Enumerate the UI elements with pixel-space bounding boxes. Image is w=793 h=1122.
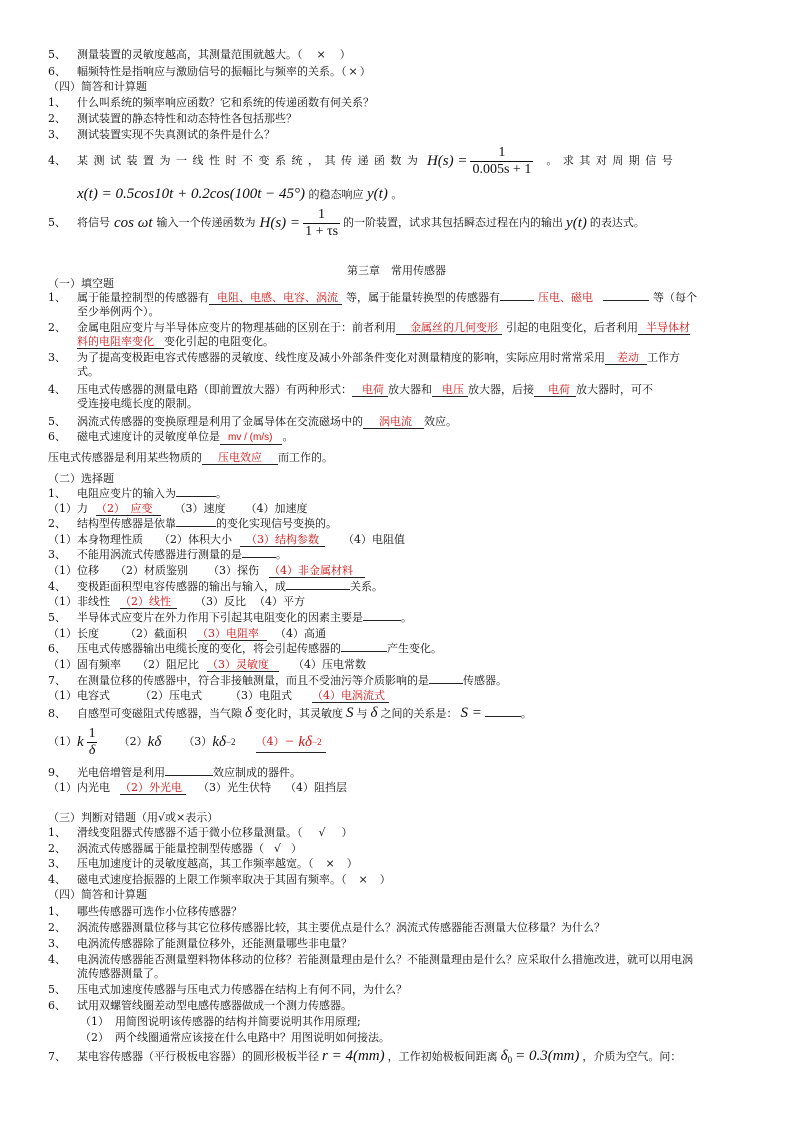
choice-options-8: （1） k $\frac{1}{\delta}$ （2） kδ （3） kδ −2 （4） − kδ −2 xyxy=(48,722,326,762)
first-order-fraction: $\frac{1}{1 + \tau s}$ xyxy=(305,206,339,239)
choice-item-8: 8、 自感型可变磁阻式传感器，当气隙 δ 变化时，其灵敏度 S 与 δ 之间的关系是： S = 。 xyxy=(48,705,532,721)
judge-item-4: 4、 磁电式速度拾振器的上限工作频率取决于其固有频率。（ × ） xyxy=(48,873,391,886)
question-2: 2、 涡流传感器测量位移与其它位移传感器比较，其主要优点是什么？涡流式传感器能否测量大位移量？为什么？ xyxy=(48,921,605,934)
section-heading: （二）选择题 xyxy=(48,472,114,485)
choice-options-5: （1）长度 （2）截面积 （3）电阻率 （4）高通 xyxy=(48,627,326,640)
judge-item-2: 2、 涡流式传感器属于能量控制型传感器（ √ ） xyxy=(48,842,303,855)
choice-item-2: 2、 结构型传感器是依靠 的变化实现信号变换的。 xyxy=(48,517,337,530)
question-2: 2、 测试装置的静态特性和动态特性各包括那些？ xyxy=(48,112,297,125)
choice-item-6: 6、 压电式传感器输出电缆长度的变化，将会引起传感器的 产生变化。 xyxy=(48,642,442,655)
choice-item-7: 7、 在测量位移的传感器中，符合非接触测量，而且不受油污等介质影响的是 传感器。 xyxy=(48,674,507,687)
fill-item-5: 5、 涡流式传感器的变换原理是利用了金属导体在交流磁场中的 涡电流 效应。 xyxy=(48,415,457,428)
choice-options-3: （1）位移 （2）材质鉴别 （3）探伤 （4）非金属材料 xyxy=(48,564,365,578)
choice-options-7: （1）电容式 （2）压电式 （3）电阻式 （4）电涡流式 xyxy=(48,689,389,703)
transfer-function-fraction: $\frac{1}{0.005s + 1}$ xyxy=(472,144,532,177)
judge-item-1: 1、 滑线变阻器式传感器不适于微小位移量测量。（ √ ） xyxy=(48,826,353,839)
choice-options-6: （1）固有频率 （2）阻尼比 （3）灵敏度 （4）压电常数 xyxy=(48,658,366,671)
question-6-sub-1: （1） 用简图说明该传感器的结构并简要说明其作用原理; xyxy=(80,1015,361,1028)
section-heading: （三）判断对错题（用√或×表示） xyxy=(48,811,219,824)
choice-item-9: 9、 光电倍增管是利用 效应制成的器件。 xyxy=(48,766,301,779)
choice-options-2: （1）本身物理性质 （2）体积大小 （3）结构参数 （4）电阻值 xyxy=(48,533,405,546)
choice-item-3: 3、 不能用涡流式传感器进行测量的是 。 xyxy=(48,548,287,561)
question-3: 3、 电涡流传感器除了能测量位移外，还能测量哪些非电量？ xyxy=(48,937,352,950)
fill-item-2: 2、 金属电阻应变片与半导体应变片的物理基础的区别在于：前者利用 金属丝的几何变形 引起的电阻变化，后者利用 半导体材 xyxy=(48,321,690,334)
question-5: 5、 压电式加速度传感器与压电式力传感器在结构上有何不同，为什么？ xyxy=(48,983,407,996)
signal-expression: x(t) = 0.5cos10t + 0.2cos(100t − 45°) xyxy=(77,186,305,202)
question-6-sub-2: （2） 两个线圈通常应该接在什么电路中？用图说明如何接法。 xyxy=(80,1031,390,1044)
choice-options-4: （1）非线性 （2）线性 （3）反比 （4）平方 xyxy=(48,595,305,608)
document-page: 5、 测量装置的灵敏度越高，其测量范围就越大。（ × ） 6、 幅频特性是指响应与激励信号的振幅比与频率的关系。（ × ） （四）简答和计算题 1、 什么叫系统的频率响应函数？它和系统的传递函数有何关系？ 2、 测试装置的静态特性和动态特性各包括那些？ 3、 测试装置实现不失真测试的条件是什么？ 4、 某 测 试 装 置 为 一 线 性 时 不 变 系 统 ， 其 传 递 函 数 为 H(s) = $\frac{1}{0.005s + 1}$ 。 求 其 对 周 期 信 号 x(t) = 0.5cos10t + 0.2cos(100t − 45°) 的稳态响应 y(t) 。 5、 将信号 cos ωt 输入一个传递函数为 H(s) = $\frac{1}{1 + \tau s}$ 的一阶装置，试求其包括瞬态过程在内的输出 y(t) 的表达式。 第三章 常用传感器 （一）填空题 1、 属于能量控制型的传感器有 电阻、电感、电容、涡流 等，属于能量转换型的传感器有 压电、磁电 等（每个 至少举例两个）。 2、 金属电阻应变片与半导体应变片的物理基础的区别在于：前者利用 金属丝的几何变形 引起的电阻变化，后者利用 半导体材 料的电阻率变化 变化引起的电阻变化。 3、 为了提高变极距电容式传感器的灵敏度、线性度及减小外部条件变化对测量精度的影响，实际应用时常常采用 差动 工作方 式。 4、 压电式传感器的测量电路（即前置放大器）有两种形式： 电荷 放大器和 电压 放大器，后接 电荷 放大器时，可不 受连接电缆长度的限制。 5、 涡流式传感器的变换原理是利用了金属导体在交流磁场中的 涡电流 效应。 6、 磁电式速度计的灵敏度单位是 mv / (m/s) 。 压电式传感器是利用某些物质的 压电效应 而工作的。 （二）选择题 1、 电阻应变片的输入为 。 （1）力 （2） 应变 （3）速度 （4）加速度 2、 结构型传感器是依靠 的变化实现信号变换的。 （1）本身物理性质 （2）体积大小 （3）结构参数 （4）电阻值 3、 不能用涡流式传感器进行测量的是 。 （1）位移 （2）材质鉴别 （3）探伤 （4）非金属材料 4、 变极距面积型电容传感器的输出与输入，成 关系。 （1）非线性 （2）线性 （3）反比 （4）平方 5、 半导体式应变片在外力作用下引起其电阻变化的因素主要是 。 （1）长度 （2）截面积 （3）电阻率 （4）高通 6、 压电式传感器输出电缆长度的变化，将会引起传感器的 产生变化。 （1）固有频率 （2）阻尼比 （3）灵敏度 （4）压电常数 7、 在测量位移的传感器中，符合非接触测量，而且不受油污等介质影响的是 传感器。 （1）电容式 （2）压电式 （3）电阻式 （4）电涡流式 8、 自感型可变磁阻式传感器，当气隙 δ 变化时，其灵敏度 S 与 δ 之间的关系是： S = 。 （1） k $\frac{1}{\delta}$ （2） kδ （3） kδ −2 （4） − kδ −2 9、 光电倍增管是利用 效应制成的器件。 （1）内光电 （2）外光电 （3）光生伏特 （4）阻挡层 （三）判断对错题（用√或×表示） 1、 滑线变阻器式传感器不适于微小位移量测量。（ √ ） 2、 涡流式传感器属于能量控制型传感器（ √ ） 3、 压电加速度计的灵敏度越高，其工作频率越宽。（ × ） 4、 磁电式速度拾振器的上限工作频率取决于其固有频率。（ × ） （四）简答和计算题 1、 哪些传感器可选作小位移传感器？ 2、 涡流传感器测量位移与其它位移传感器比较，其主要优点是什么？涡流式传感器能否测量大位移量？为什么？ 3、 电涡流传感器除了能测量位移外，还能测量哪些非电量？ 4、 电涡流传感器能否测量塑料物体移动的位移？若能测量理由是什么？不能测量理由是什么？应采取什么措施改进，就可以用电涡 流传感器测量了。 5、 压电式加速度传感器与压电式力传感器在结构上有何不同，为什么？ 6、 试用双螺管线圈差动型电感传感器做成一个测力传感器。 （1） 用简图说明该传感器的结构并简要说明其作用原理; （2） 两个线圈通常应该接在什么电路中？用图说明如何接法。 7、 某电容传感器（平行极板电容器）的圆形极板半径 r = 4(mm) ，工作初始极板间距离 $\delta_0 = 0.3(mm)$ ，介质为空气。问： xyxy=(0,0,793,1122)
choice-item-5: 5、 半导体式应变片在外力作用下引起其电阻变化的因素主要是 。 xyxy=(48,611,412,624)
fill-item-6: 6、 磁电式速度计的灵敏度单位是 mv / (m/s) 。 xyxy=(48,430,294,443)
question-1: 1、 什么叫系统的频率响应函数？它和系统的传递函数有何关系？ xyxy=(48,96,374,109)
choice-item-1: 1、 电阻应变片的输入为 。 xyxy=(48,487,227,500)
question-4: 4、 电涡流传感器能否测量塑料物体移动的位移？若能测量理由是什么？不能测量理由是什么？应采取什么措施改进，就可以用电涡 xyxy=(48,953,693,966)
fill-item-7: 压电式传感器是利用某些物质的 压电效应 而工作的。 xyxy=(48,451,333,464)
fill-item-1: 1、 属于能量控制型的传感器有 电阻、电感、电容、涡流 等，属于能量转换型的传感器有 压电、磁电 等（每个 xyxy=(48,291,697,304)
question-6: 6、 试用双螺管线圈差动型电感传感器做成一个测力传感器。 xyxy=(48,999,352,1012)
question-5: 5、 将信号 cos ωt 输入一个传递函数为 H(s) = $\frac{1}{1 + \tau s}$ 的一阶装置，试求其包括瞬态过程在内的输出 y(t) 的表达式。 xyxy=(48,206,645,239)
transfer-function-lhs: H(s) = xyxy=(426,153,468,169)
question-4-cont: x(t) = 0.5cos10t + 0.2cos(100t − 45°) 的稳态响应 y(t) 。 xyxy=(77,186,403,202)
judge-item-3: 3、 压电加速度计的灵敏度越高，其工作频率越宽。（ × ） xyxy=(48,857,358,870)
section-heading: （四）简答和计算题 xyxy=(48,888,147,901)
question-7: 7、 某电容传感器（平行极板电容器）的圆形极板半径 r = 4(mm) ，工作初始极板间距离 $\delta_0 = 0.3(mm)$ ，介质为空气。问： xyxy=(48,1048,682,1066)
fill-item-4: 4、 压电式传感器的测量电路（即前置放大器）有两种形式： 电荷 放大器和 电压 放大器，后接 电荷 放大器时，可不 xyxy=(48,383,653,396)
chapter-title: 第三章 常用传感器 xyxy=(347,264,446,277)
choice-item-4: 4、 变极距面积型电容传感器的输出与输入，成 关系。 xyxy=(48,580,383,593)
fill-item-3: 3、 为了提高变极距电容式传感器的灵敏度、线性度及减小外部条件变化对测量精度的影响，实际应用时常常采用 差动 工作方 xyxy=(48,351,680,364)
choice-options-9: （1）内光电 （2）外光电 （3）光生伏特 （4）阻挡层 xyxy=(48,781,347,794)
judge-item-5: 5、 测量装置的灵敏度越高，其测量范围就越大。（ × ） xyxy=(48,48,351,61)
section-heading: （四）简答和计算题 xyxy=(48,80,147,93)
question-4: 4、 某 测 试 装 置 为 一 线 性 时 不 变 系 统 ， 其 传 递 函 数 为 H(s) = $\frac{1}{0.005s + 1}$ 。 求 其 对 周 期 信 号 xyxy=(48,143,674,179)
section-heading: （一）填空题 xyxy=(48,277,114,290)
choice-options-1: （1）力 （2） 应变 （3）速度 （4）加速度 xyxy=(48,502,308,515)
judge-item-6: 6、 幅频特性是指响应与激励信号的振幅比与频率的关系。（ × ） xyxy=(48,65,371,78)
question-1: 1、 哪些传感器可选作小位移传感器？ xyxy=(48,905,242,918)
question-3: 3、 测试装置实现不失真测试的条件是什么？ xyxy=(48,128,275,141)
